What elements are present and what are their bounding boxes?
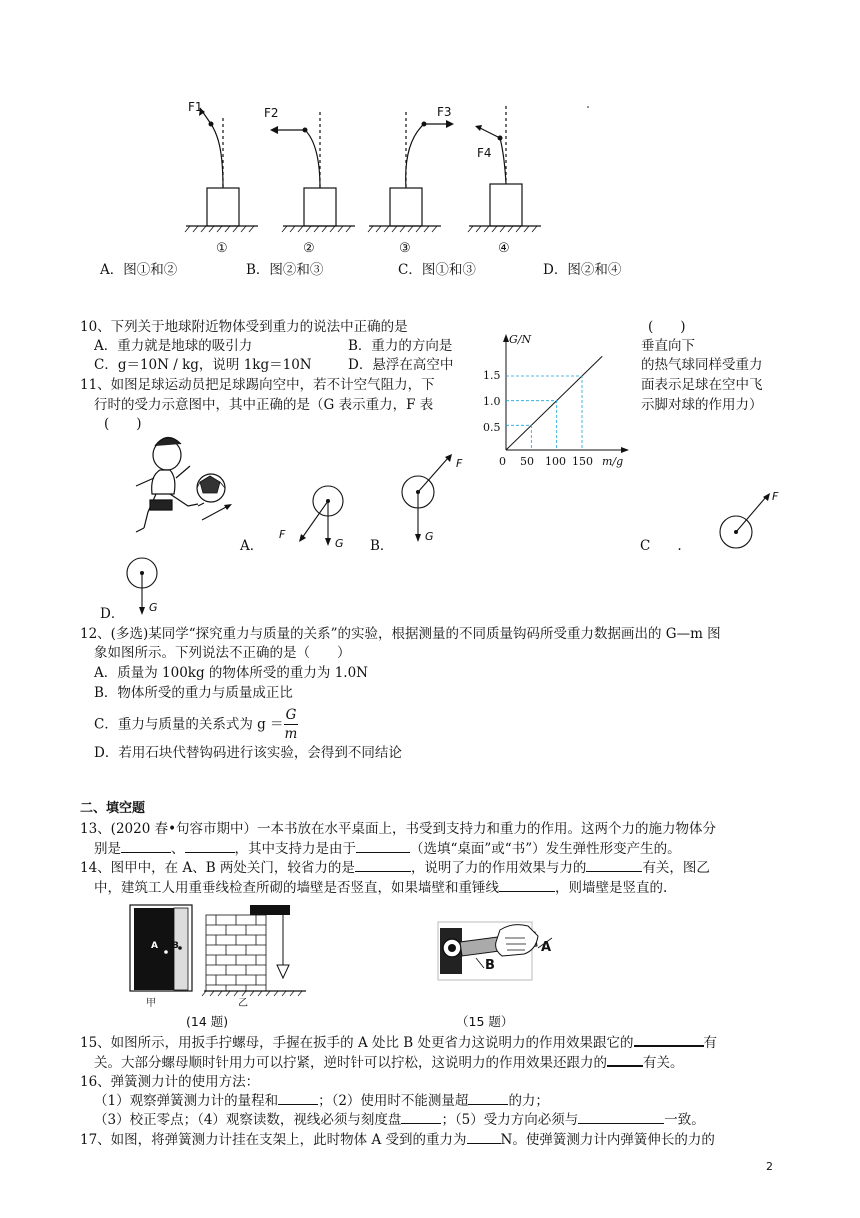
fig-number-2: ② [303,241,315,256]
q16-blank-1[interactable] [278,1104,318,1105]
label-f2: F2 [264,106,279,120]
q16-blank-2[interactable] [468,1104,508,1105]
q11-option-c[interactable]: C . [640,538,682,554]
q11-line1-tail: 面表示足球在空中飞 [641,377,763,393]
q11a-label-f: F [279,528,286,541]
q12-option-c-text: C．重力与质量的关系式为 g ＝ [94,716,284,733]
graph-ylabel: G/N [509,333,532,346]
q16-blank-4[interactable] [578,1123,664,1124]
q16-line2: （3）校正零点；（4）观察读数，视线必须与刻度盘 ；（5）受力方向必须与 一致。 [94,1112,705,1128]
q12-option-b[interactable]: B．物体所受的重力与质量成正比 [94,685,293,701]
graph-xlabel: m/g [602,455,624,468]
section-title-fill-in: 二、填空题 [80,801,146,816]
fig15-label-a: A [541,940,552,955]
fig-number-4: ④ [498,241,510,256]
q14-line1: 14、图甲中，在 A、B 两处关门，较省力的是 ，说明了力的作用效果与力的 有关，图乙 [80,860,710,876]
q10-option-d-tail: 的热气球同样受重力 [641,357,763,373]
fig14-label-a: A [151,941,158,951]
fraction-numerator: G [285,707,297,723]
graph-ytick-1-5: 1.5 [483,369,501,382]
fig14-label-b: B [172,941,179,951]
graph-ytick-1-0: 1.0 [483,395,501,408]
q9-option-b[interactable]: B．图②和③ [246,262,324,278]
q10-option-c[interactable]: C．g＝10N / kg，说明 1kg＝10N [94,357,312,373]
label-f1: F1 [188,100,203,114]
fig15-label-b: B [485,958,495,973]
q17-line1: 17、如图，将弹簧测力计挂在支架上，此时物体 A 受到的重力为 N。使弹簧测力计内弹簧伸长的力的 [80,1132,715,1148]
graph-xtick-100: 100 [545,455,566,468]
q10-option-b[interactable]: B．重力的方向是 [348,338,453,354]
q17-blank-1[interactable] [467,1143,501,1144]
label-f3: F3 [437,105,452,119]
graph-xtick-50: 50 [520,455,534,468]
q9-option-c[interactable]: C．图①和③ [398,262,476,278]
q11-line1: 11、如图足球运动员把足球踢向空中，若不计空气阻力，下 [80,377,435,393]
q16-blank-3[interactable] [401,1123,441,1124]
q10-stem: 10、下列关于地球附近物体受到重力的说法中正确的是 [80,319,408,335]
q15-blank-2[interactable] [607,1065,643,1067]
fig14-label-jia: 甲 [146,998,156,1009]
q15-blank-1[interactable] [634,1045,704,1047]
fig-number-1: ① [216,241,228,256]
q13-line1: 13、(2020 春•句容市期中）一本书放在水平桌面上，书受到支持力和重力的作用。这两个力的施力物体分 [80,821,717,837]
q11-line2: 行时的受力示意图中，其中正确的是（G 表示重力，F 表 [94,397,434,413]
q13-line2: 别是 、 ，其中支持力是由于 （选填“桌面”或“书”）发生弹性形变产生的。 [94,841,681,857]
q11-line2-tail: 示脚对球的作用力） [641,397,763,413]
q12-option-d[interactable]: D．若用石块代替钩码进行该实验，会得到不同结论 [94,745,402,761]
q11c-label-f: F [772,490,779,503]
q15-line1: 15、如图所示，用扳手拧螺母，手握在扳手的 A 处比 B 处更省力这说明力的作用效果跟它的 有 [80,1035,718,1051]
fig14-caption: (14 题) [186,1014,229,1029]
page-number: 2 [766,1160,773,1173]
q10-option-a[interactable]: A．重力就是地球的吸引力 [94,338,253,354]
q16-line1: （1）观察弹簧测力计的量程和 ；（2）使用时不能测量超 的力； [94,1093,549,1109]
q11-option-b[interactable]: B． [370,538,394,554]
q11-option-a[interactable]: A． [240,538,264,554]
q11b-label-g: G [425,530,434,543]
q11-option-d[interactable]: D． [100,606,125,622]
graph-ytick-0-5: 0.5 [483,421,501,434]
graph-xtick-0: 0 [499,455,506,468]
q11d-label-g: G [149,601,158,614]
fig15-caption: （15 题） [456,1014,514,1029]
q11a-label-g: G [335,537,344,550]
q16-title: 16、弹簧测力计的使用方法： [80,1074,260,1090]
q12-option-a[interactable]: A．质量为 100kg 的物体所受的重力为 1.0N [94,665,368,681]
q14-line2: 中，建筑工人用重垂线检查所砌的墙壁是否竖直，如果墙壁和重锤线 ，则墙壁是竖直的. [94,880,668,896]
label-f4: F4 [477,146,492,160]
q11b-label-f: F [456,457,463,470]
q12-stem-line1: 12、(多选)某同学“探究重力与质量的关系”的实验，根据测量的不同质量钩码所受重力数据画出的 G—m 图 [80,626,721,642]
q9-option-a[interactable]: A．图①和② [100,262,178,278]
q9-option-d[interactable]: D．图②和④ [543,262,622,278]
q12-stem-line2: 象如图所示。下列说法不正确的是（ ） [94,645,351,661]
q10-option-b-tail: 垂直向下 [641,338,695,354]
graph-xtick-150: 150 [572,455,593,468]
fraction-denominator: m [284,726,298,742]
q10-option-d[interactable]: D．悬浮在高空中 [348,357,454,373]
q11-answer-paren: ( ) [104,416,142,432]
q15-line2: 关。大部分螺母顺时针用力可以拧紧，逆时针可以拧松，这说明力的作用效果还跟力的 有关。 [94,1055,684,1071]
q10-answer-paren: ( ) [648,319,686,335]
fig14-label-yi: 乙 [238,998,248,1009]
fig-number-3: ③ [399,241,411,256]
